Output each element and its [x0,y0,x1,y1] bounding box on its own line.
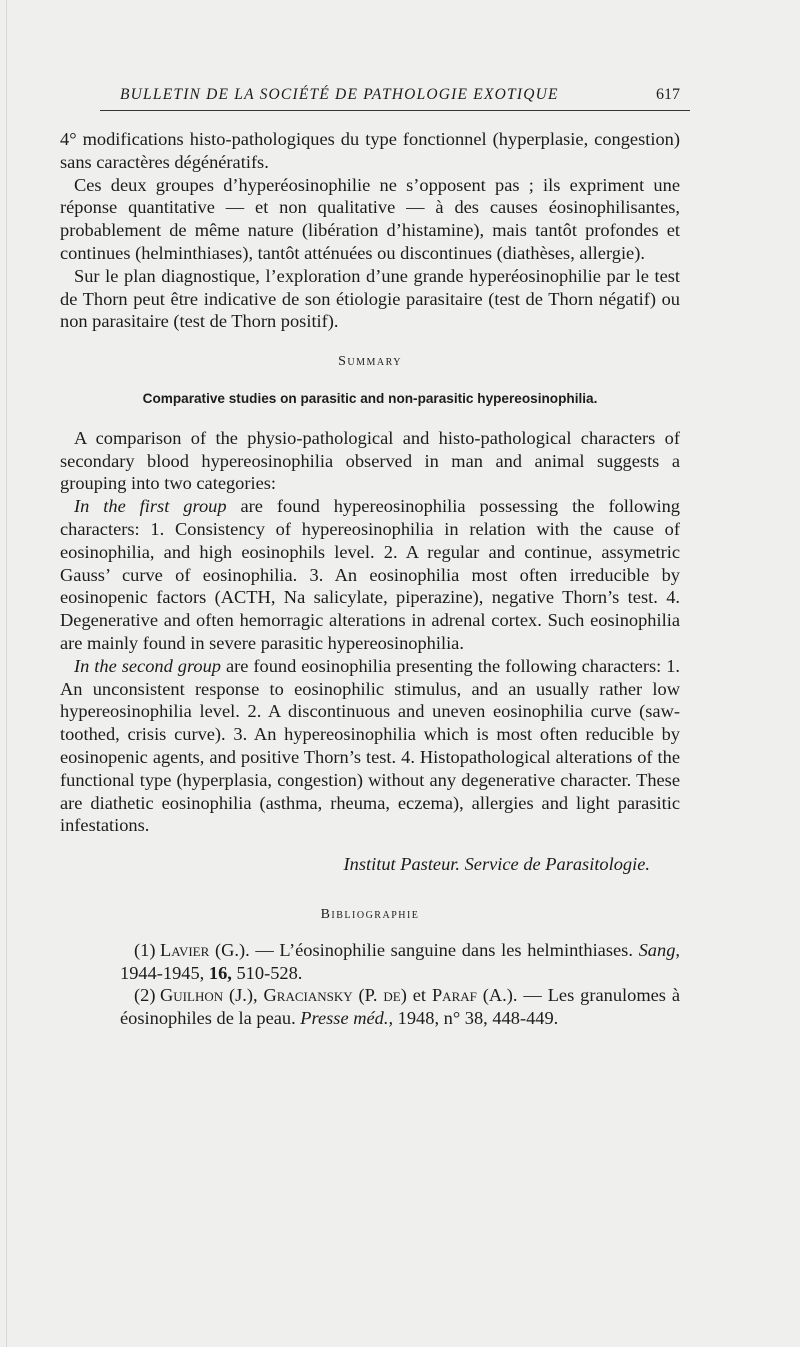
reference-text: (P. [352,985,384,1006]
journal-title: BULLETIN DE LA SOCIÉTÉ DE PATHOLOGIE EXOTIQUE [120,86,559,103]
reference-2 [60,984,680,1030]
group-2-label: In the second group [74,655,222,676]
summary-title: Comparative studies on parasitic and non-parasitic hypereosinophilia. [142,390,598,406]
paragraph-diagnostic: Sur le plan diagnostique, l’exploration d’une grande hyperéosinophilie par le test de Thorn peut être indicative de son étiologie parasitaire (test de Thorn négatif) ou non parasitaire (test de Thorn positif). [60,265,680,332]
reference-volume: 16, [208,962,232,983]
reference-number: (2) [134,985,156,1006]
reference-journal: Sang, [638,939,680,960]
paragraph-groups: Ces deux groupes d’hyperéosinophilie ne s’opposent pas ; ils expriment une réponse quantitative — et non qualitative — à des causes éosinophilisantes, probablement de même nature (libération d’histamine), mais tantôt profondes et continues (helminthiases), tantôt atténuées ou discontinues (diathèses, allergie). [60,174,680,263]
reference-particle: de [383,985,401,1006]
institution-signature: Institut Pasteur. Service de Parasitologie. [343,854,650,875]
summary-group-1 [60,495,680,655]
reference-author: Guilhon [160,985,224,1006]
reference-text: (A.). — Les granulomes à éosinophiles de la peau. [120,985,681,1029]
header-rule [100,110,690,111]
reference-1 [60,939,680,985]
reference-author: Paraf [431,985,477,1006]
summary-heading: Summary [338,354,402,370]
reference-text: (G.). — L’éosinophilie sanguine dans les helminthiases. [209,939,633,960]
summary-group-2 [60,655,680,837]
reference-years: 1944-1945, [120,962,209,983]
reference-journal: Presse méd., [300,1008,394,1029]
bibliography-heading: Bibliographie [320,906,420,922]
summary-intro: A comparison of the physio-pathological and histo-pathological characters of secondary blood hypereosinophilia observed in man and animal suggests a grouping into two categories: [60,427,680,494]
running-header [100,86,690,110]
page-number: 617 [656,86,680,103]
reference-text: ) et [400,985,432,1006]
paragraph-item-4: 4° modifications histo-pathologiques du type fonctionnel (hyperplasie, congestion) sans caractères dégénératifs. [60,129,680,172]
reference-pages: 510-528. [231,962,303,983]
group-1-text: are found hypereosinophilia possessing the following characters: 1. Consistency of hypereosinophilia in relation with the cause of eosinophilia, and high eosinophils level. 2. A regular and continue, assymetric Gauss’ curve of eosinophilia. 3. An eosinophilia most often irreducible by eosinopenic factors (ACTH, Na salicylate, piperazine), negative Thorn’s test. 4. Degenerative and often hemorragic alterations in adrenal cortex. Such eosinophilia are mainly found in severe parasitic hypereosinophilia. [60,496,680,653]
reference-number: (1) [134,939,156,960]
page-edge-line [6,0,7,1347]
article-body [60,128,680,1030]
reference-author: Graciansky [263,985,353,1006]
group-1-label: In the first group [74,496,227,517]
reference-author: Lavier [160,939,210,960]
reference-tail: 1948, n° 38, 448-449. [393,1008,559,1029]
reference-text: (J.), [223,985,264,1006]
group-2-text: are found eosinophilia presenting the following characters: 1. An unconsistent response to eosinophilic stimulus, and an usually rather low hypereosinophilia level. 2. A discontinuous and uneven eosinophilia curve (saw-toothed, crisis curve). 3. An hypereosinophilia which is most often reducible by eosinopenic agents, and positive Thorn’s test. 4. Histopathological alterations of the functional type (hyperplasia, congestion) without any degenerative character. These are diathetic eosinophilia (asthma, rheuma, eczema), allergies and light parasitic infestations. [60,655,680,836]
